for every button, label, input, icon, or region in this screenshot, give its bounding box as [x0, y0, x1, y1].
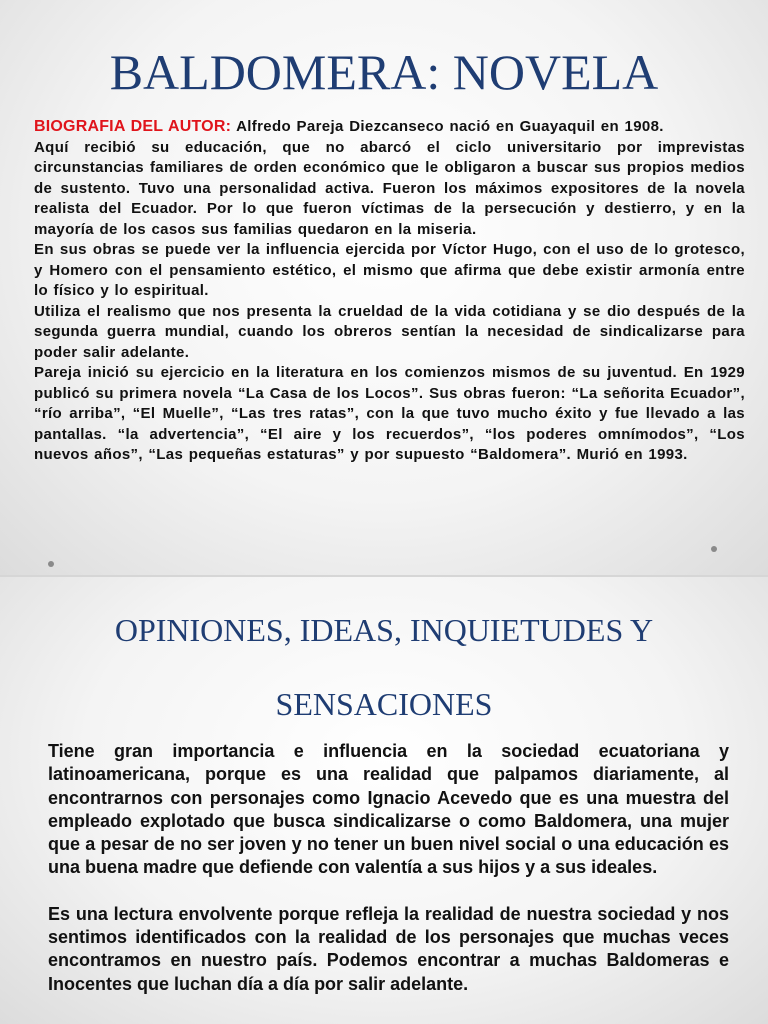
opinion-text — [48, 740, 729, 1019]
slide-title-line-1: OPINIONES, IDEAS, INQUIETUDES Y — [114, 612, 654, 648]
bio-intro: Alfredo Pareja Diezcanseco nació en Guayaquil en 1908. — [231, 118, 664, 135]
bio-paragraph: En sus obras se puede ver la influencia ejercida por Víctor Hugo, con el uso de lo grotesco, y Homero con el pensamiento estético, el mismo que afirma que debe existir armonía entre lo físico y lo espiritual. — [34, 241, 745, 299]
bio-paragraph: Aquí recibió su educación, que no abarcó el ciclo universitario por imprevistas circunstancias familiares de orden económico que le obligaron a buscar sus propios medios de sustento. Tuvo una personalidad activa. Fueron los máximos expositores de la novela realista del Ecuador. Por lo que fueron víctimas de la persecución y destierro, y en la mayoría de los casos sus familias quedaron en la miseria. — [34, 138, 745, 238]
bio-first-paragraph — [34, 117, 745, 138]
bio-paragraph: Utiliza el realismo que nos presenta la crueldad de la vida cotidiana y se dio después de la segunda guerra mundial, cuando los obreros sentían la necesidad de sindicalizarse para poder salir adelante. — [34, 302, 745, 361]
opinion-paragraph: Tiene gran importancia e influencia en la sociedad ecuatoriana y latinoamericana, porque es una realidad que palpamos diariamente, al encontrarnos con personajes como Ignacio Acevedo que es una muestra del empleado explotado que busca sindicalizarse o como Baldomera, una mujer que a pesar de no ser joven y no tener un buen nivel social o una educación es una buena madre que defiende con valentía a sus hijos y a sus ideales. — [48, 741, 729, 878]
slide-title — [0, 593, 768, 741]
biography-text — [34, 117, 745, 466]
decorative-dot-right — [711, 546, 717, 552]
slide-title-line-2: SENSACIONES — [275, 686, 493, 722]
slide-title: BALDOMERA: NOVELA — [109, 44, 659, 100]
bio-label: BIOGRAFIA DEL AUTOR: — [34, 118, 232, 135]
opinion-paragraph: Es una lectura envolvente porque refleja la realidad de nuestra sociedad y nos sentimos identificados con la realidad de los personajes que muchas veces encontramos en nuestro país. Podemos encontrar a muchas Baldomeras e Inocentes que luchan día a día por salir adelante. — [48, 903, 729, 994]
slide-opinions — [0, 577, 768, 1024]
bio-paragraph: Pareja inició su ejercicio en la literatura en los comienzos mismos de su juventud. En 1929 publicó su primera novela “La Casa de los Locos”. Sus obras fueron: “La señorita Ecuador”, “río arriba”, “El Muelle”, “Las tres ratas”, con la que tuvo mucho éxito y fue llevado a las pantallas. “la advertencia”, “El aire y los recuerdos”, “los poderes omnímodos”, “Los nuevos años”, “Las pequeñas estaturas” y por supuesto “Baldomera”. Murió en 1993. — [34, 364, 745, 463]
decorative-dot-left — [48, 561, 54, 567]
